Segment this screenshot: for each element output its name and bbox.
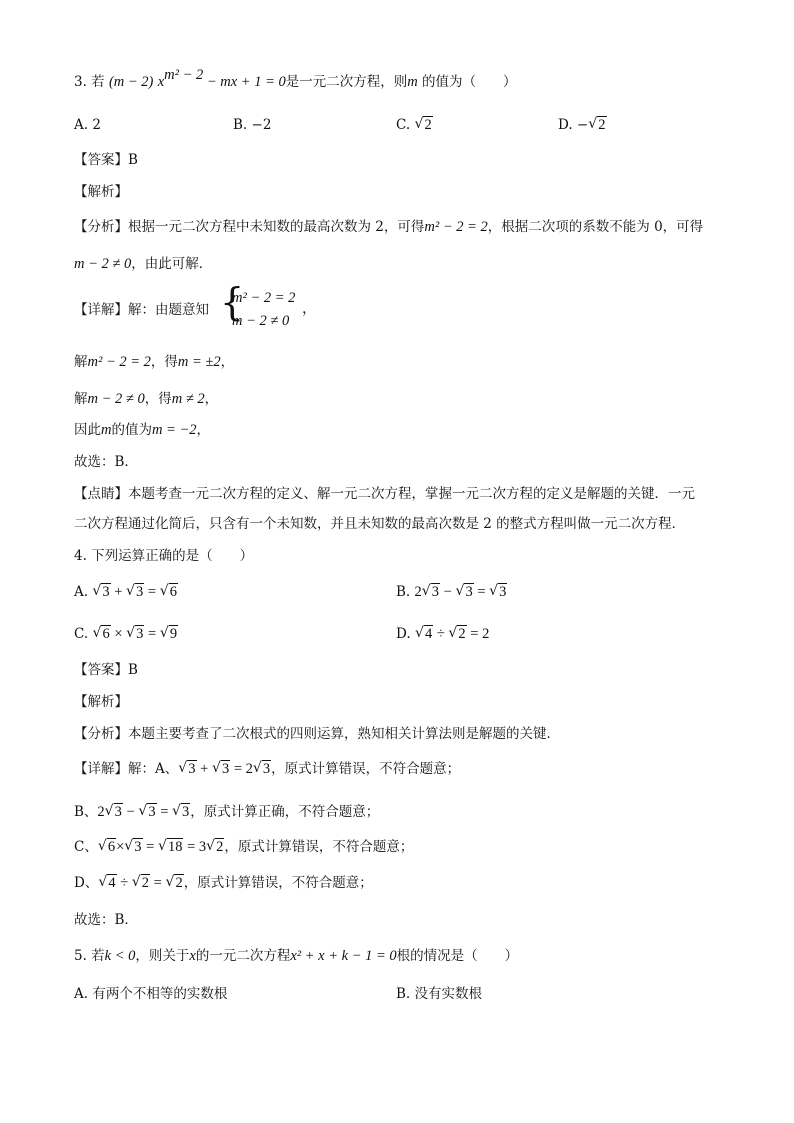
q4-stem: 4. 下列运算正确的是（ ） (74, 548, 254, 564)
q5-stem-eq: x² + x + k − 1 = 0 (290, 948, 397, 964)
q3-dianjing-line1: 【点睛】本题考查一元二次方程的定义、解一元二次方程，掌握一元二次方程的定义是解题的关键．一元 (74, 486, 695, 502)
sqrt-sign: √ 18 (157, 838, 183, 855)
q3-therefore-b: 的值为 (111, 422, 152, 438)
q4-detail-a-tail: ，原式计算错误，不符合题意； (271, 761, 461, 777)
q5-stem (74, 946, 518, 966)
q5-option-b: B. 没有实数根 (396, 986, 483, 1002)
q4-option-b-label: B. (396, 584, 411, 600)
q3-fenxi-text2: ，根据二次项的系数不能为 0，可得 (487, 219, 704, 235)
q5-stem-a: 5. 若 (74, 948, 105, 964)
sqrt-sign: √ 3 (104, 803, 122, 820)
q3-option-c-label: C. (396, 117, 411, 133)
q3-eq-var: x (157, 74, 165, 90)
q3-answer: 【答案】B (74, 152, 138, 168)
q3-choice: 故选：B． (74, 454, 138, 470)
q3-system-row2: m − 2 ≠ 0 (232, 313, 290, 329)
q3-analysis-heading: 【解析】 (74, 184, 128, 200)
sqrt-sign: √ 2 (131, 874, 150, 891)
q3-option-c-radicand: 2 (424, 117, 432, 133)
sqrt-sign: √ 3 (126, 625, 144, 642)
q5-stem-d: 根的情况是（ ） (396, 948, 519, 964)
q3-detail-label: 【详解】解：由题意知 (74, 302, 209, 318)
q3-therefore-c: ， (196, 422, 211, 438)
q5-stem-b: ，则关于 (135, 948, 190, 964)
q4-detail-d-tail: ，原式计算错误，不符合题意； (183, 875, 373, 891)
q5-stem-x: x (189, 948, 196, 964)
q3-stem-tail: 是一元二次方程，则 (285, 74, 408, 90)
q4-detail-c: C、 √ 6× √ 3 = √ 18 = 3 √ 2，原式计算错误，不符合题意； (74, 838, 414, 855)
q5-option-a: A. 有两个不相等的实数根 (74, 986, 228, 1002)
sqrt-sign: √ 3 (455, 583, 473, 600)
sqrt-sign: √ 2 (165, 874, 183, 891)
sqrt-sign: √ 3 (124, 838, 142, 855)
q4-detail-c-tail: ，原式计算错误，不符合题意； (224, 839, 414, 855)
q3-option-a: A. 2 (74, 117, 101, 133)
q3-solve-1 (74, 352, 234, 372)
q5-stem-cond: k < 0 (104, 948, 136, 964)
q3-sol1-res: m = ±2 (177, 354, 221, 370)
sqrt-sign: √ 3 (421, 583, 440, 600)
q4-detail-b-label: B、 (74, 804, 98, 820)
q4-detail-a-label: 【详解】解：A、 (74, 761, 179, 777)
q3-dianjing-line2: 二次方程通过化简后，只含有一个未知数，并且未知数的最高次数是 2 的整式方程叫做一元二次方程． (74, 516, 686, 532)
q3-therefore (74, 420, 210, 440)
q4-detail-d-label: D、 (74, 875, 99, 891)
q4-choice: 故选：B． (74, 912, 138, 928)
q4-option-b: B. 2 √ 3 − √ 3 = √ 3 (396, 583, 507, 600)
sqrt-sign: √ 3 (92, 583, 110, 600)
q3-solve-2 (74, 389, 218, 409)
q4-option-a: A. √ 3 + √ 3 = √ 6 (74, 583, 177, 600)
q3-sol1-a: 解 (74, 354, 88, 370)
sqrt-sign: √ 3 (489, 583, 507, 600)
q3-fenxi-text1: 【分析】根据一元二次方程中未知数的最高次数为 2，可得 (74, 219, 425, 235)
q3-system-tail: ， (302, 301, 317, 317)
q4-option-d-label: D. (396, 626, 411, 642)
q3-option-c (396, 115, 433, 135)
sqrt-sign: √ 6 (97, 838, 116, 855)
q3-eq-coef: (m − 2) (108, 74, 154, 90)
q4-detail-a: 【详解】解：A、 √ 3 + √ 3 = 2 √ 3，原式计算错误，不符合题意； (74, 760, 461, 777)
q4-answer: 【答案】B (74, 662, 138, 678)
q3-eq-rest: − mx + 1 = 0 (203, 74, 286, 90)
q3-fenxi-line2-tail: ，由此可解． (131, 256, 213, 272)
q3-sol1-c: ， (220, 354, 235, 370)
sqrt-sign: √ 4 (98, 874, 116, 891)
q3-sol1-eq: m² − 2 = 2 (87, 354, 151, 370)
q4-option-d: D. √ 4 ÷ √ 2 = 2 (396, 625, 490, 642)
sqrt-sign: √ 4 (414, 625, 433, 642)
sqrt-sign: √ 6 (92, 625, 110, 642)
q3-number: 3. 若 (74, 74, 105, 90)
q3-stem-end: 的值为（ ） (417, 74, 517, 90)
q4-detail-b-tail: ，原式计算正确，不符合题意； (190, 804, 380, 820)
q3-option-d (558, 115, 607, 135)
q4-option-c-label: C. (74, 626, 89, 642)
q3-sol1-b: ，得 (150, 354, 178, 370)
q3-fenxi-line2 (74, 254, 212, 274)
q3-stem (74, 67, 517, 92)
sqrt-sign: √ 2 (414, 116, 432, 133)
q3-option-d-label: D. − (558, 117, 589, 133)
sqrt-sign: √ 9 (159, 625, 178, 642)
q3-sol2-eq: m − 2 ≠ 0 (87, 391, 145, 407)
q3-sol2-a: 解 (74, 391, 88, 407)
sqrt-sign: √ 2 (206, 838, 224, 855)
q3-sol2-b: ，得 (144, 391, 172, 407)
q3-fenxi-eq: m² − 2 = 2 (424, 219, 488, 235)
q3-therefore-res: m = −2 (151, 422, 197, 438)
q3-therefore-a: 因此 (74, 422, 101, 438)
sqrt-sign: √ 3 (252, 760, 271, 777)
sqrt-sign: √ 3 (138, 803, 156, 820)
brace-icon: { (220, 280, 245, 324)
sqrt-sign: √ 2 (448, 625, 466, 642)
q3-eq-exponent: m² − 2 (164, 67, 204, 83)
sqrt-sign: √ 3 (126, 583, 144, 600)
q3-stem-m: m (407, 74, 418, 90)
q3-option-d-radicand: 2 (598, 117, 606, 133)
q3-fenxi-line2-eq: m − 2 ≠ 0 (74, 256, 132, 272)
q4-detail-c-label: C、 (74, 839, 98, 855)
sqrt-sign: √ 6 (159, 583, 177, 600)
q5-stem-c: 的一元二次方程 (195, 948, 291, 964)
sqrt-sign: √ 2 (588, 116, 606, 133)
q4-detail-d: D、 √ 4 ÷ √ 2 = √ 2，原式计算错误，不符合题意； (74, 874, 373, 891)
sqrt-sign: √ 3 (211, 760, 230, 777)
q4-detail-b: B、2 √ 3 − √ 3 = √ 3，原式计算正确，不符合题意； (74, 803, 380, 820)
sqrt-sign: √ 3 (172, 803, 190, 820)
q3-system-row1: m² − 2 = 2 (232, 290, 296, 306)
q3-fenxi-line1 (74, 217, 703, 237)
q4-fenxi: 【分析】本题主要考查了二次根式的四则运算，熟知相关计算法则是解题的关键． (74, 726, 560, 742)
sqrt-sign: √ 3 (178, 760, 196, 777)
q3-option-b: B. −2 (233, 117, 272, 133)
q4-option-a-label: A. (74, 584, 89, 600)
q4-option-c: C. √ 6 × √ 3 = √ 9 (74, 625, 178, 642)
q3-sol2-res: m ≠ 2 (171, 391, 205, 407)
q4-analysis-heading: 【解析】 (74, 694, 128, 710)
q3-sol2-c: ， (204, 391, 219, 407)
q3-therefore-m: m (101, 422, 112, 438)
